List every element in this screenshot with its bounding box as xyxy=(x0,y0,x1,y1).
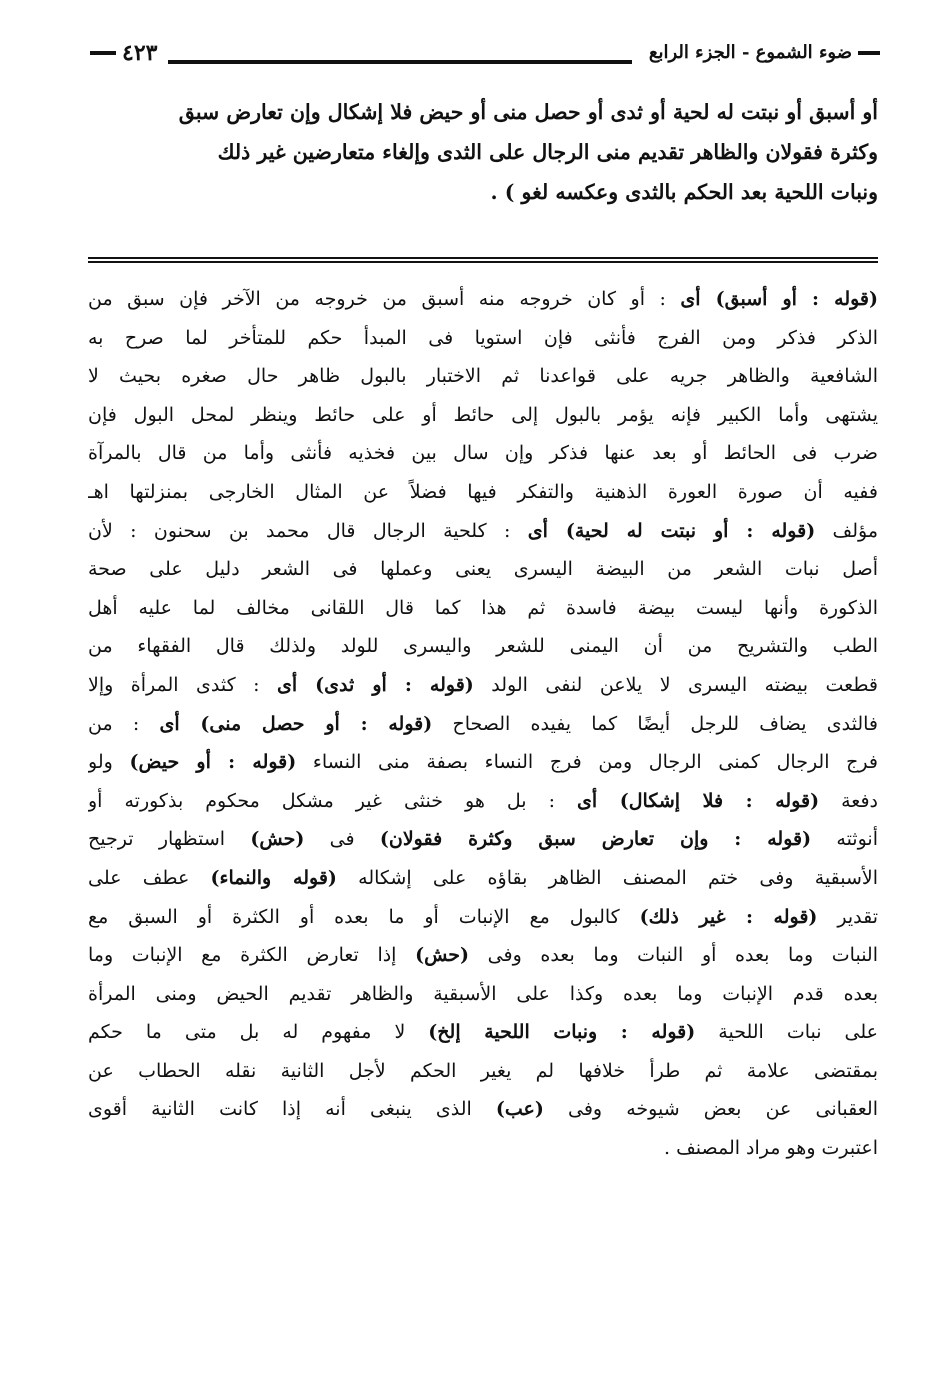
commentary-segment: بعده قدم الإنبات وما بعده وكذا على الأسبقية والظاهر تقديم الحيض ومنى المرأة xyxy=(88,982,878,1005)
commentary-quote: (قوله : غير ذلك) xyxy=(639,905,818,928)
commentary-line xyxy=(88,705,878,744)
commentary-line xyxy=(88,1052,878,1091)
commentary-segment: الأسبقية وفى ختم المصنف الظاهر بقاؤه على إشكاله xyxy=(336,866,878,889)
commentary-segment: الذى ينبغى أنه إذا كانت الثانية أقوى xyxy=(88,1098,496,1121)
commentary-line xyxy=(88,550,878,589)
commentary-quote: (عب) xyxy=(495,1098,544,1121)
main-text-line: ونبات اللحية بعد الحكم بالثدى وعكسه لغو ) . xyxy=(490,180,878,204)
commentary-segment: : بل هو خنثى غير مشكل محكوم بذكورته أو xyxy=(88,789,577,812)
commentary-segment: الشافعية والظاهر جريه على قواعدنا ثم الاختبار بالبول ظاهر حال صغره بحيث لا xyxy=(88,365,878,388)
commentary-segment: : كثدى المرأة وإلا xyxy=(88,673,277,696)
commentary-segment: قطعت بيضته اليسرى لا يلاعن لنفى الولد xyxy=(473,673,878,696)
commentary-line xyxy=(88,743,878,782)
commentary-quote: (قوله : أو حصل منى) أى xyxy=(159,712,433,735)
commentary-quote: (حش) xyxy=(250,828,305,851)
commentary-segment: فرج الرجال كمنى الرجال ومن فرج النساء بصفة منى النساء xyxy=(296,751,878,774)
commentary-segment: استظهار ترجيح xyxy=(88,828,251,851)
commentary-segment: إذا تعارض الكثرة مع الإنبات وما xyxy=(88,944,416,967)
commentary-line xyxy=(88,1013,878,1052)
commentary-line xyxy=(88,936,878,975)
commentary-text xyxy=(88,280,878,1168)
commentary-line xyxy=(88,859,878,898)
commentary-line xyxy=(88,589,878,628)
commentary-line xyxy=(88,1129,878,1168)
commentary-segment: عطف على xyxy=(88,866,211,889)
header-dash-left xyxy=(90,51,116,55)
commentary-quote: (قوله : ونبات اللحية إلخ) xyxy=(428,1021,696,1044)
commentary-segment: تقدير xyxy=(817,905,878,928)
commentary-segment: فى xyxy=(304,828,380,851)
commentary-segment: العقبانى عن بعض شيوخه وفى xyxy=(543,1098,878,1121)
main-text-line: أو أسبق أو نبتت له لحية أو ثدى أو حصل منى أو حيض فلا إشكال وإن تعارض سبق xyxy=(178,100,878,124)
commentary-quote: (حش) xyxy=(415,944,470,967)
running-title xyxy=(649,42,880,63)
commentary-segment: ضرب فى الحائط أو بعد عنها فذكر وإن سال بين فخذيه فأنثى وأما من قال بالمرآة xyxy=(88,442,878,465)
commentary-segment: الذكر فذكر ومن الفرج فأنثى فإن استويا فى المبدأ حكم للمتأخر لما صرح به xyxy=(88,326,878,349)
main-text-line: وكثرة فقولان والظاهر تقديم منى الرجال على الثدى وإلغاء متعارضين غير ذلك xyxy=(217,140,878,164)
commentary-segment: اعتبرت وهو مراد المصنف . xyxy=(664,1137,878,1160)
commentary-line xyxy=(88,319,878,358)
commentary-segment: ولو xyxy=(88,751,130,774)
commentary-line xyxy=(88,512,878,551)
commentary-line xyxy=(88,357,878,396)
commentary-segment: على نبات اللحية xyxy=(695,1021,878,1044)
commentary-segment: : كلحية الرجال قال محمد بن سحنون : لأن xyxy=(88,519,528,542)
commentary-segment: الطب والتشريح من أن اليمنى للشعر واليسرى للولد ولذلك قال الفقهاء من xyxy=(88,635,878,658)
commentary-segment: دفعة xyxy=(819,789,878,812)
section-separator xyxy=(88,257,878,263)
commentary-quote: (قوله : أو نبتت له لحية) أى xyxy=(527,519,816,542)
commentary-line xyxy=(88,473,878,512)
commentary-segment: أنوثته xyxy=(811,828,878,851)
commentary-segment: كالبول مع الإنبات أو ما بعده أو الكثرة أو السبق مع xyxy=(88,905,640,928)
commentary-line xyxy=(88,975,878,1014)
commentary-line xyxy=(88,782,878,821)
commentary-line xyxy=(88,627,878,666)
commentary-segment: ففيه أن صورة العورة الذهنية والتفكر فيها فضلاً عن المثال الخارجى بمنزلتها اهـ xyxy=(88,480,878,503)
commentary-quote: (قوله : أو ثدى) أى xyxy=(276,673,474,696)
commentary-line xyxy=(88,820,878,859)
commentary-segment: يشتهى وأما الكبير فإنه يؤمر بالبول إلى حائط أو على حائط وينظر لمحل البول فإن xyxy=(88,403,878,426)
commentary-line xyxy=(88,898,878,937)
main-text xyxy=(88,92,878,212)
commentary-line xyxy=(88,396,878,435)
page-number-text: ٤٢٣ xyxy=(122,40,158,66)
commentary-quote: (قوله : فلا إشكال) أى xyxy=(577,789,820,812)
commentary-segment: لا مفهوم له بل متى ما حكم xyxy=(88,1021,429,1044)
commentary-segment: بمقتضى علامة ثم طرأ خلافها لم يغير الحكم لأجل الثانية نقله الحطاب عن xyxy=(88,1059,878,1082)
commentary-segment: : أو كان خروجه منه أسبق من خروجه من الآخر فإن سبق من xyxy=(88,288,681,310)
commentary-segment: الذكورة وأنها ليست بيضة فاسدة ثم هذا كما قال اللقانى مخالف لما عليه أهل xyxy=(88,596,878,619)
page-header xyxy=(90,38,880,74)
commentary-line xyxy=(88,434,878,473)
commentary-segment: مؤلف xyxy=(815,519,878,542)
page-number xyxy=(90,40,157,66)
commentary-segment: النبات وما بعده أو النبات وما بعده وفى xyxy=(469,944,878,967)
commentary-segment: : من xyxy=(88,712,160,735)
header-dash-right xyxy=(858,51,880,55)
running-title-text: ضوء الشموع - الجزء الرابع xyxy=(648,42,852,63)
commentary-quote: (قوله والنماء) xyxy=(210,866,337,889)
commentary-line xyxy=(88,1090,878,1129)
commentary-line xyxy=(88,280,878,319)
commentary-quote: (قوله : أو حيض) xyxy=(129,751,297,774)
commentary-line xyxy=(88,666,878,705)
commentary-segment: أصل نبات الشعر من البيضة اليسرى يعنى وعملها فى الشعر دليل على صحة xyxy=(88,558,878,581)
header-rule xyxy=(168,60,632,64)
commentary-quote: (قوله : وإن تعارض سبق وكثرة فقولان) xyxy=(379,828,812,851)
commentary-quote: (قوله : أو أسبق) أى xyxy=(680,288,878,310)
commentary-segment: فالثدى يضاف للرجل أيضًا كما يفيده الصحاح xyxy=(432,712,878,735)
